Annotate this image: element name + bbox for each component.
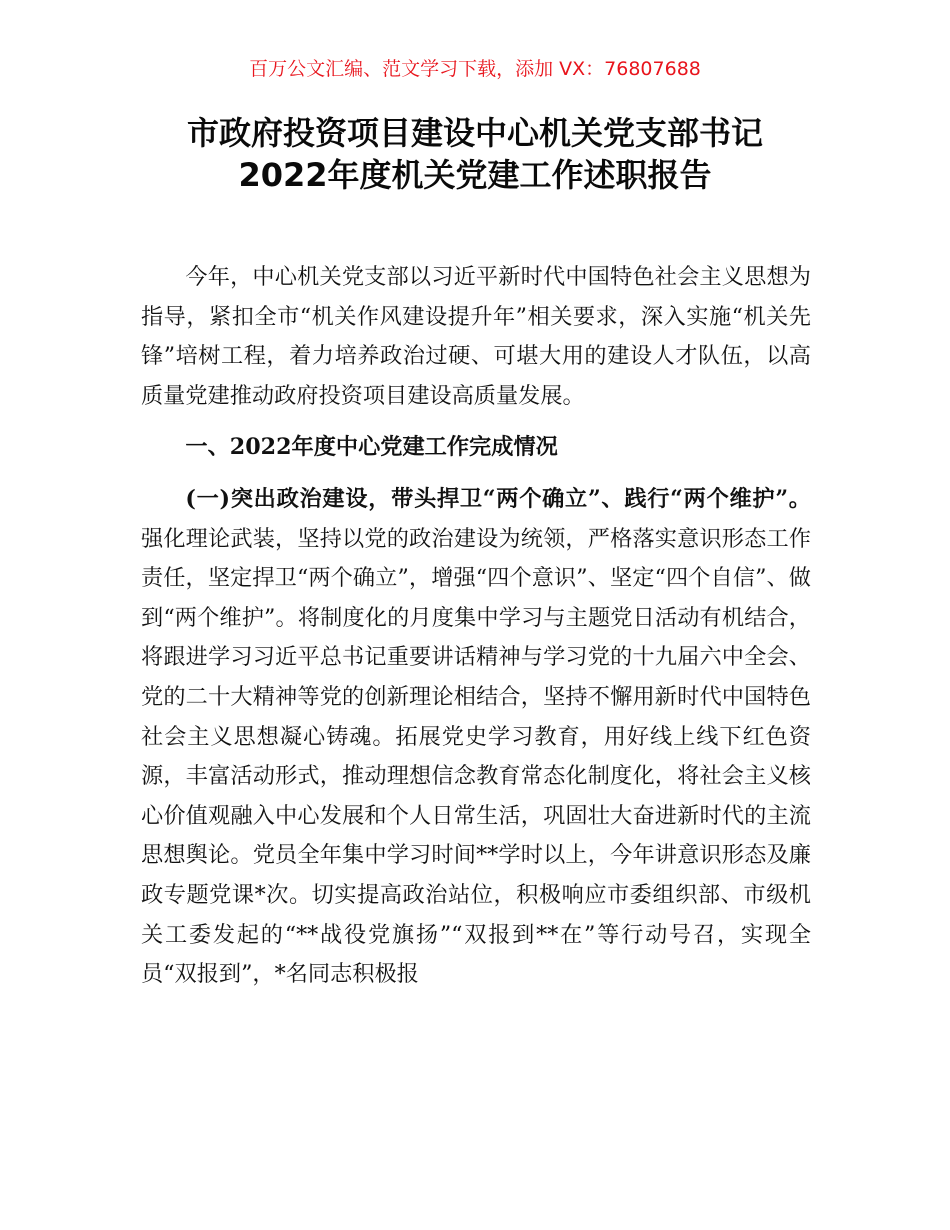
watermark-banner: 百万公文汇编、范文学习下载，添加 VX：76807688 [249,58,701,80]
subsection-paragraph-1 [141,480,811,995]
document-title [0,112,950,196]
section-heading-1: 一、2022年度中心党建工作完成情况 [185,434,558,461]
title-line-1: 市政府投资项目建设中心机关党支部书记 [186,114,763,152]
intro-paragraph: 今年，中心机关党支部以习近平新时代中国特色社会主义思想为指导，紧扣全市“机关作风建设提升年”相关要求，深入实施“机关先锋”培树工程，着力培养政治过硬、可堪大用的建设人才队伍，以高质量党建推动政府投资项目建设高质量发展。 [141,264,811,409]
title-line-2: 2022年度机关党建工作述职报告 [238,156,712,194]
subsection-body-1: 强化理论武装，坚持以党的政治建设为统领，严格落实意识形态工作责任，坚定捍卫“两个确立”，增强“四个意识”、坚定“四个自信”、做到“两个维护”。将制度化的月度集中学习与主题党日活动有机结合，将跟进学习习近平总书记重要讲话精神与学习党的十九届六中全会、党的二十大精神等党的创新理论相结合，坚持不懈用新时代中国特色社会主义思想凝心铸魂。拓展党史学习教育，用好线上线下红色资源，丰富活动形式，推动理想信念教育常态化制度化，将社会主义核心价值观融入中心发展和个人日常生活，巩固壮大奋进新时代的主流思想舆论。党员全年集中学习时间**学时以上，今年讲意识形态及廉政专题党课*次。切实提高政治站位，积极响应市委组织部、市级机关工委发起的“**战役党旗扬”“双报到**在”等行动号召，实现全员“双报到”，*名同志积极报 [141,525,811,988]
subsection-lead-1: (一)突出政治建设，带头捍卫“两个确立”、践行“两个维护”。 [185,485,811,512]
document-body [141,258,811,995]
